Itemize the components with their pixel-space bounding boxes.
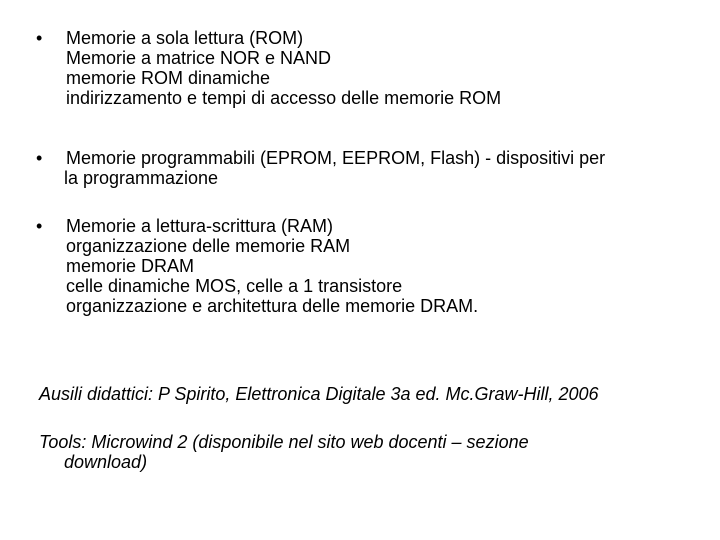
bullet-line: Memorie programmabili (EPROM, EEPROM, Flash) - dispositivi per — [66, 148, 606, 168]
bullet-line: Memorie a lettura-scrittura (RAM) — [66, 216, 334, 236]
references-ausili — [39, 384, 599, 404]
bullet-programmable-text — [66, 148, 605, 188]
references-tools — [39, 432, 529, 472]
bullet-line: Memorie a matrice NOR e NAND — [66, 48, 332, 68]
bullet-programmable — [36, 148, 605, 188]
bullet-icon: • — [36, 28, 43, 48]
bullet-line: la programmazione — [64, 168, 219, 188]
bullet-ram-text — [66, 216, 478, 316]
tools-text-line1: Tools: Microwind 2 (disponibile nel sito web docenti – sezione — [39, 432, 529, 452]
bullet-line: organizzazione delle memorie RAM — [66, 236, 351, 256]
bullet-line: memorie DRAM — [66, 256, 195, 276]
ausili-text: Ausili didattici: P Spirito, Elettronica Digitale 3a ed. Mc.Graw-Hill, 2006 — [39, 384, 599, 404]
bullet-rom-text — [66, 28, 501, 108]
bullet-line: Memorie a sola lettura (ROM) — [66, 28, 304, 48]
bullet-line: celle dinamiche MOS, celle a 1 transistore — [66, 276, 403, 296]
bullet-rom — [36, 28, 501, 108]
bullet-ram — [36, 216, 478, 316]
bullet-line: memorie ROM dinamiche — [66, 68, 271, 88]
bullet-line: organizzazione e architettura delle memorie DRAM. — [66, 296, 479, 316]
tools-text-line2: download) — [64, 452, 148, 472]
bullet-icon: • — [36, 216, 43, 236]
bullet-line: indirizzamento e tempi di accesso delle memorie ROM — [66, 88, 502, 108]
bullet-icon: • — [36, 148, 43, 168]
